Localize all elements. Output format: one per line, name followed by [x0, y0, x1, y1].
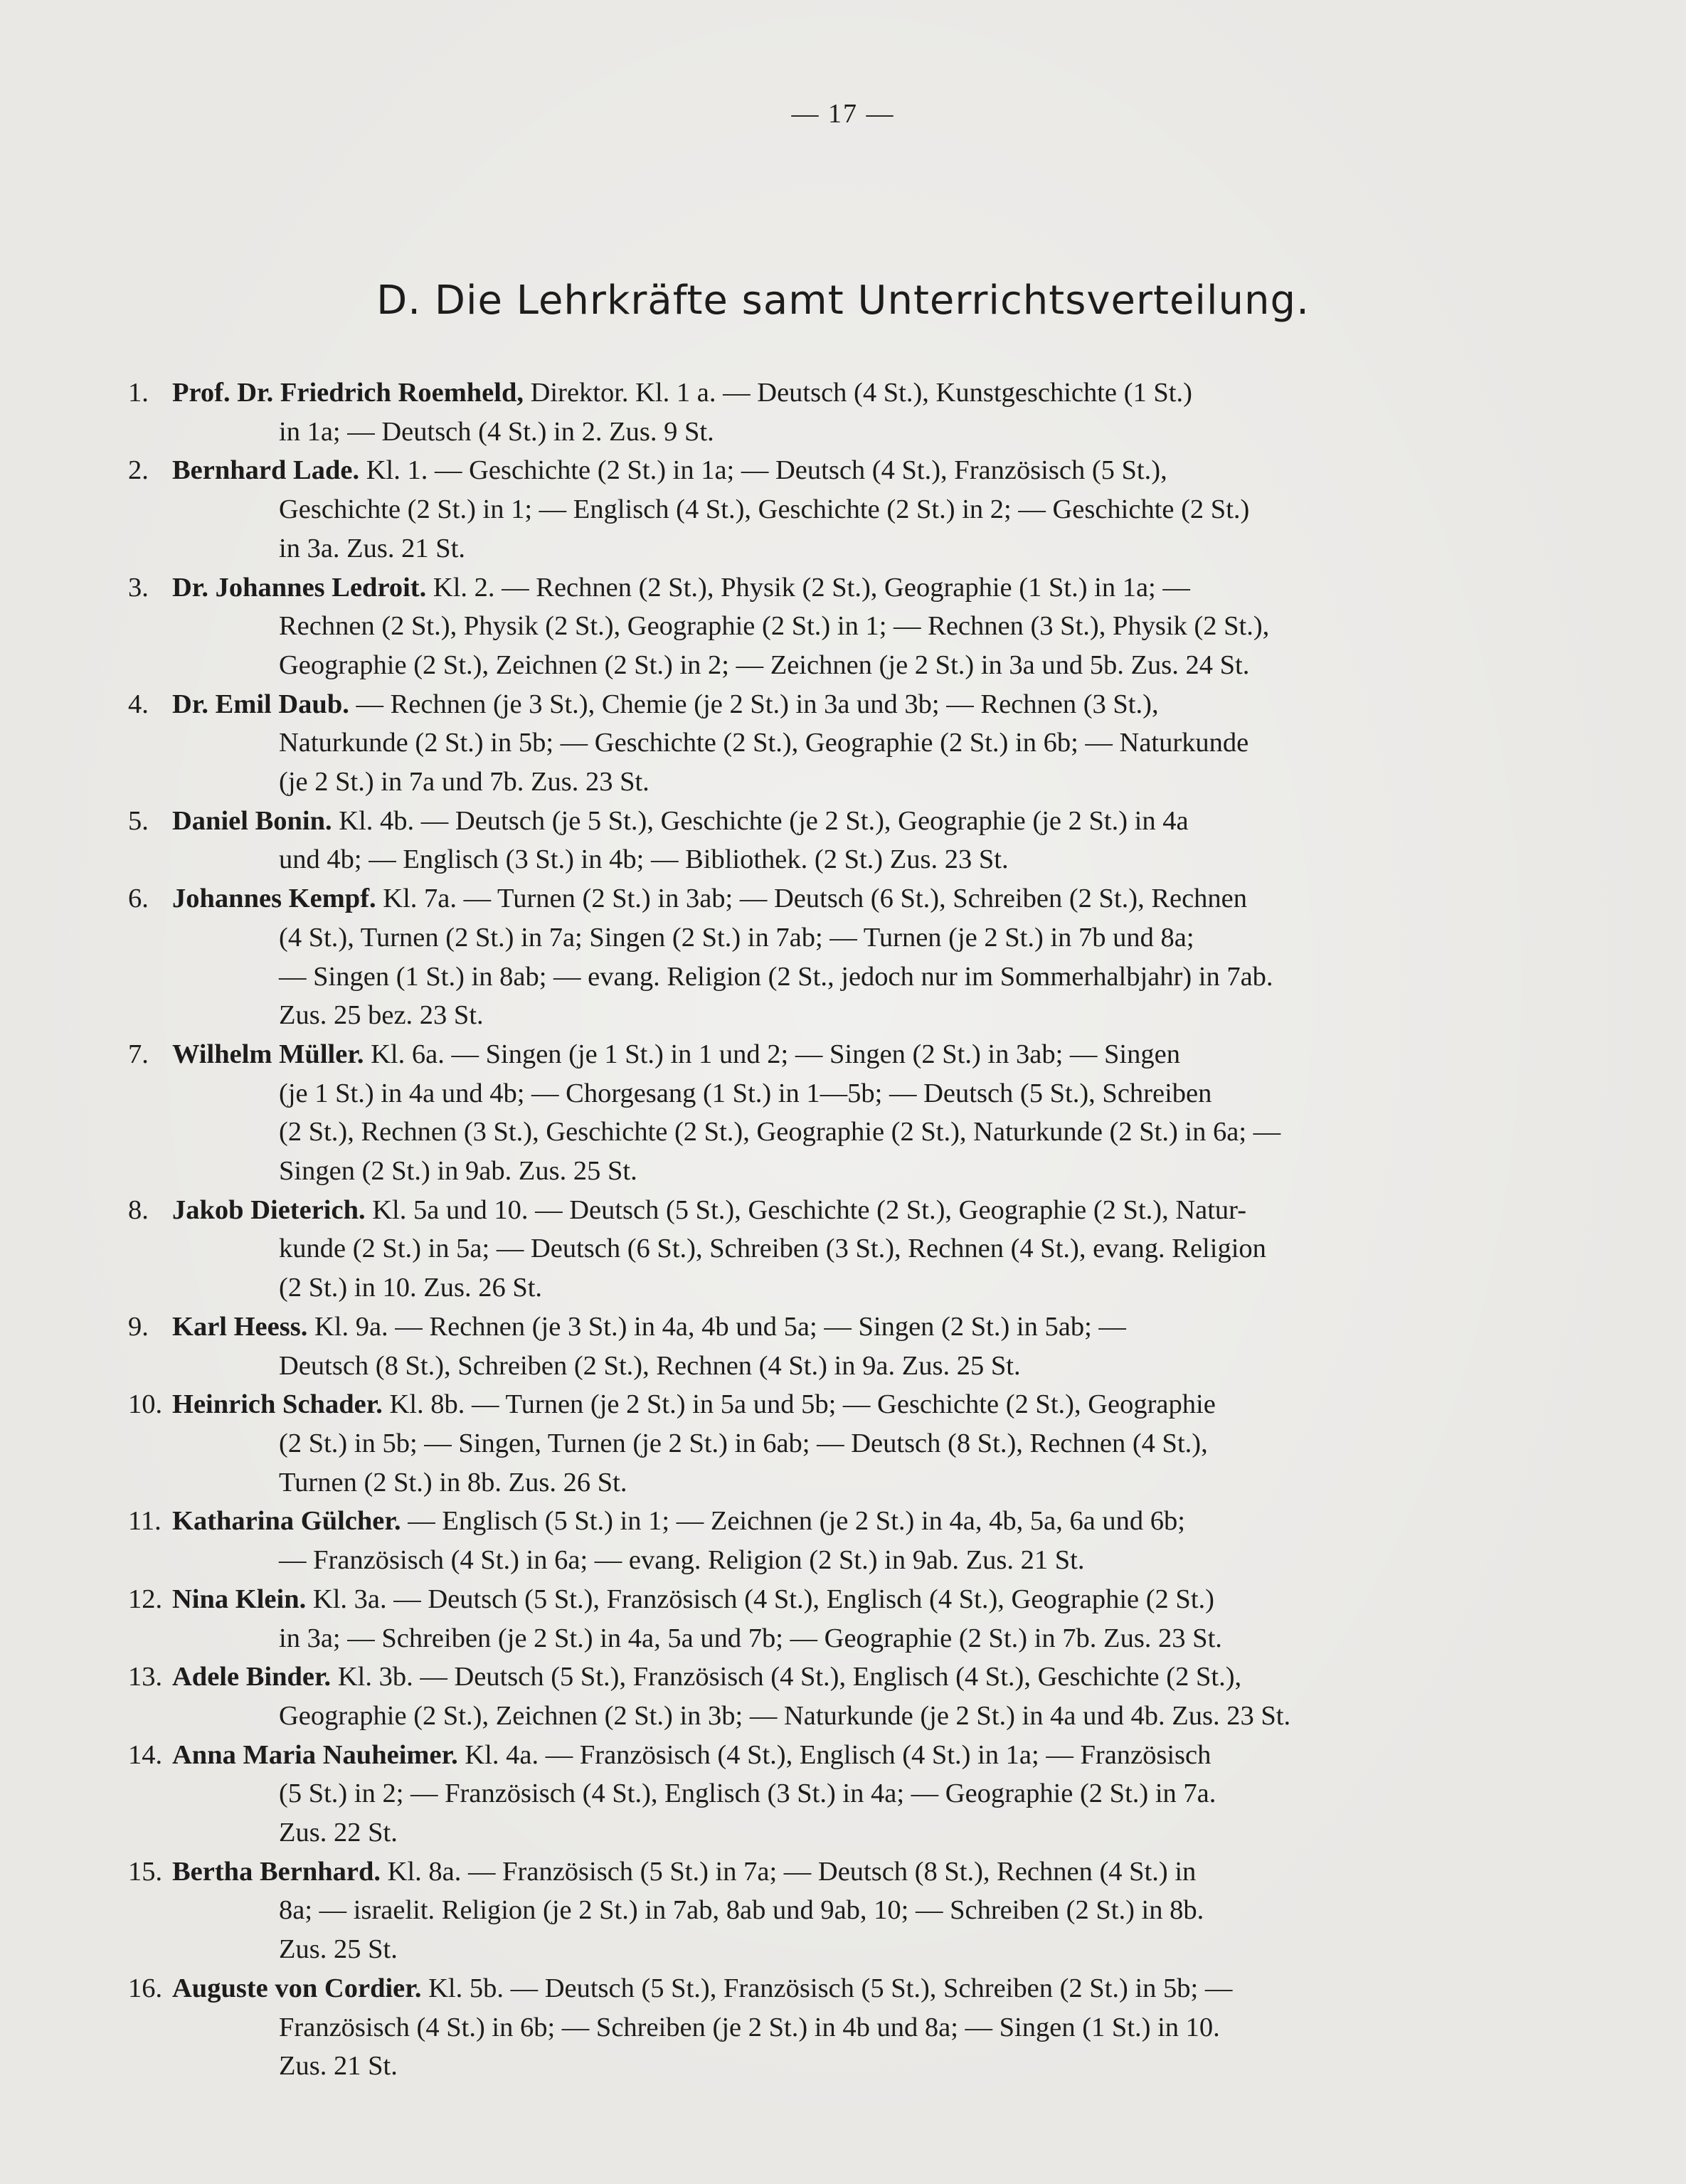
teacher-entry: [128, 1969, 1551, 2086]
entry-text: Kl. 3a. — Deutsch (5 St.), Französisch (4 St.), Englisch (4 St.), Geographie (2 St.): [306, 1584, 1214, 1614]
entry-text: Kl. 4b. — Deutsch (je 5 St.), Geschichte (je 2 St.), Geographie (je 2 St.) in 4a: [332, 805, 1189, 836]
entry-line: [172, 373, 1551, 413]
entry-number: 6.: [128, 884, 149, 914]
entry-line: [172, 1308, 1551, 1347]
entry-line: [172, 1658, 1551, 1697]
teacher-name: Anna Maria Nauheimer.: [172, 1739, 458, 1770]
teacher-entry: [128, 1308, 1551, 1385]
entry-text: Kl. 5a und 10. — Deutsch (5 St.), Geschichte (2 St.), Geographie (2 St.), Natur-: [365, 1194, 1247, 1225]
teacher-entry: [128, 1852, 1551, 1969]
entry-line: [172, 451, 1551, 490]
teacher-entry: [128, 1580, 1551, 1658]
entry-text: Kl. 2. — Rechnen (2 St.), Physik (2 St.), Geographie (1 St.) in 1a; —: [426, 572, 1190, 603]
teacher-name: Jakob Dieterich.: [172, 1194, 366, 1225]
entry-number: 16.: [128, 1973, 163, 2003]
teacher-entry: [128, 1385, 1551, 1502]
entry-line: [172, 1580, 1551, 1619]
entry-number: 11.: [128, 1506, 161, 1537]
teacher-name: Prof. Dr. Friedrich Roemheld,: [172, 378, 524, 408]
entry-line: [172, 1385, 1551, 1424]
teacher-entry: [128, 451, 1551, 568]
teacher-entry: [128, 1736, 1551, 1852]
entry-line: Zus. 25 bez. 23 St.: [279, 1000, 484, 1031]
entry-line: kunde (2 St.) in 5a; — Deutsch (6 St.), Schreiben (3 St.), Rechnen (4 St.), evang. Religion: [279, 1234, 1266, 1264]
teacher-name: Johannes Kempf.: [172, 884, 376, 914]
entry-text: Kl. 6a. — Singen (je 1 St.) in 1 und 2; — Singen (2 St.) in 3ab; — Singen: [364, 1039, 1180, 1069]
entry-line: (2 St.) in 5b; — Singen, Turnen (je 2 St.) in 6ab; — Deutsch (8 St.), Rechnen (4 St.),: [279, 1428, 1208, 1458]
entry-text: Kl. 9a. — Rechnen (je 3 St.) in 4a, 4b und 5a; — Singen (2 St.) in 5ab; —: [307, 1311, 1126, 1342]
entry-line: Deutsch (8 St.), Schreiben (2 St.), Rechnen (4 St.) in 9a. Zus. 25 St.: [279, 1350, 1021, 1381]
teacher-name: Daniel Bonin.: [172, 805, 332, 836]
entry-line: und 4b; — Englisch (3 St.) in 4b; — Bibliothek. (2 St.) Zus. 23 St.: [279, 844, 1009, 875]
entry-number: 9.: [128, 1311, 149, 1342]
entry-text: Kl. 5b. — Deutsch (5 St.), Französisch (5 St.), Schreiben (2 St.) in 5b; —: [421, 1973, 1233, 2003]
teacher-name: Karl Heess.: [172, 1311, 308, 1342]
entry-number: 2.: [128, 455, 149, 486]
entry-line: [172, 1191, 1551, 1230]
entry-number: 13.: [128, 1662, 163, 1692]
entry-line: Geographie (2 St.), Zeichnen (2 St.) in 3b; — Naturkunde (je 2 St.) in 4a und 4b. Zus. 23 St.: [279, 1700, 1291, 1731]
entry-line: Geographie (2 St.), Zeichnen (2 St.) in 2; — Zeichnen (je 2 St.) in 3a und 5b. Zus. 24 St.: [279, 650, 1250, 680]
teacher-name: Dr. Emil Daub.: [172, 689, 349, 719]
entry-line: [172, 802, 1551, 841]
entry-line: Rechnen (2 St.), Physik (2 St.), Geographie (2 St.) in 1; — Rechnen (3 St.), Physik (2 St.),: [279, 611, 1270, 642]
entry-number: 14.: [128, 1739, 163, 1770]
entry-text: Kl. 7a. — Turnen (2 St.) in 3ab; — Deutsch (6 St.), Schreiben (2 St.), Rechnen: [376, 884, 1248, 914]
entry-number: 3.: [128, 572, 149, 603]
teacher-name: Nina Klein.: [172, 1584, 307, 1614]
entry-line: in 3a; — Schreiben (je 2 St.) in 4a, 5a und 7b; — Geographie (2 St.) in 7b. Zus. 23 St.: [279, 1623, 1222, 1653]
entry-line: [172, 1736, 1551, 1775]
teacher-name: Bernhard Lade.: [172, 455, 360, 486]
teacher-entry: [128, 1658, 1551, 1735]
teacher-name: Auguste von Cordier.: [172, 1973, 422, 2003]
entry-text: Kl. 4a. — Französisch (4 St.), Englisch (4 St.) in 1a; — Französisch: [457, 1739, 1212, 1770]
teacher-name: Heinrich Schader.: [172, 1389, 383, 1420]
entry-line: [172, 1969, 1551, 2008]
entry-line: — Singen (1 St.) in 8ab; — evang. Religion (2 St., jedoch nur im Sommerhalbjahr) in 7ab.: [279, 961, 1273, 992]
entry-line: Zus. 25 St.: [279, 1934, 398, 1965]
entry-line: Geschichte (2 St.) in 1; — Englisch (4 St.), Geschichte (2 St.) in 2; — Geschichte (2 St.): [279, 494, 1250, 525]
entry-line: Naturkunde (2 St.) in 5b; — Geschichte (2 St.), Geographie (2 St.) in 6b; — Naturkunde: [279, 728, 1249, 758]
entry-line: — Französisch (4 St.) in 6a; — evang. Religion (2 St.) in 9ab. Zus. 21 St.: [279, 1545, 1085, 1576]
entry-number: 8.: [128, 1194, 149, 1225]
entry-line: (5 St.) in 2; — Französisch (4 St.), Englisch (3 St.) in 4a; — Geographie (2 St.) in 7a.: [279, 1779, 1216, 1809]
entry-line: [172, 879, 1551, 918]
entry-line: (je 1 St.) in 4a und 4b; — Chorgesang (1 St.) in 1—5b; — Deutsch (5 St.), Schreiben: [279, 1078, 1212, 1108]
entry-line: Turnen (2 St.) in 8b. Zus. 26 St.: [279, 1467, 627, 1497]
entry-line: [172, 1852, 1551, 1892]
teacher-entry: [128, 373, 1551, 451]
entry-line: (je 2 St.) in 7a und 7b. Zus. 23 St.: [279, 767, 650, 797]
teacher-name: Dr. Johannes Ledroit.: [172, 572, 427, 603]
page-number: — 17 —: [791, 99, 895, 129]
teacher-entry: [128, 802, 1551, 879]
entry-line: [172, 685, 1551, 724]
teacher-entry: [128, 1502, 1551, 1579]
entry-line: (2 St.) in 10. Zus. 26 St.: [279, 1273, 543, 1303]
entry-line: (2 St.), Rechnen (3 St.), Geschichte (2 St.), Geographie (2 St.), Naturkunde (2 St.) in 6a; —: [279, 1117, 1281, 1147]
entry-number: 7.: [128, 1039, 149, 1069]
entry-text: Kl. 1. — Geschichte (2 St.) in 1a; — Deutsch (4 St.), Französisch (5 St.),: [359, 455, 1167, 486]
entry-line: Französisch (4 St.) in 6b; — Schreiben (je 2 St.) in 4b und 8a; — Singen (1 St.) in 10.: [279, 2012, 1220, 2042]
teacher-name: Adele Binder.: [172, 1662, 332, 1692]
entry-line: (4 St.), Turnen (2 St.) in 7a; Singen (2 St.) in 7ab; — Turnen (je 2 St.) in 7b und 8a;: [279, 922, 1194, 953]
entry-line: 8a; — israelit. Religion (je 2 St.) in 7ab, 8ab und 9ab, 10; — Schreiben (2 St.) in 8b.: [279, 1895, 1204, 1926]
teacher-entry: [128, 1191, 1551, 1308]
section-heading: D. Die Lehrkräfte samt Unterrichtsverteilung.: [376, 277, 1310, 324]
teacher-entry: [128, 1035, 1551, 1191]
teacher-name: Wilhelm Müller.: [172, 1039, 364, 1069]
entry-line: Zus. 21 St.: [279, 2051, 398, 2082]
entry-line: [172, 1502, 1551, 1541]
entry-text: Direktor. Kl. 1 a. — Deutsch (4 St.), Kunstgeschichte (1 St.): [524, 378, 1192, 408]
entry-number: 5.: [128, 805, 149, 836]
entry-number: 12.: [128, 1584, 163, 1614]
entry-number: 10.: [128, 1389, 163, 1420]
teacher-entry: [128, 568, 1551, 685]
entry-text: — Englisch (5 St.) in 1; — Zeichnen (je 2 St.) in 4a, 4b, 5a, 6a und 6b;: [401, 1506, 1185, 1537]
entry-line: [172, 1035, 1551, 1074]
teacher-name: Bertha Bernhard.: [172, 1856, 381, 1887]
entry-text: Kl. 8a. — Französisch (5 St.) in 7a; — Deutsch (8 St.), Rechnen (4 St.) in: [381, 1856, 1197, 1887]
entry-line: in 3a. Zus. 21 St.: [279, 533, 466, 563]
entry-number: 4.: [128, 689, 149, 719]
entry-number: 15.: [128, 1856, 163, 1887]
entry-line: in 1a; — Deutsch (4 St.) in 2. Zus. 9 St.: [279, 416, 714, 447]
entry-line: Singen (2 St.) in 9ab. Zus. 25 St.: [279, 1156, 637, 1187]
teacher-entry: [128, 879, 1551, 1035]
teacher-name: Katharina Gülcher.: [172, 1506, 401, 1537]
entry-text: — Rechnen (je 3 St.), Chemie (je 2 St.) in 3a und 3b; — Rechnen (3 St.),: [349, 689, 1159, 719]
entry-text: Kl. 3b. — Deutsch (5 St.), Französisch (4 St.), Englisch (4 St.), Geschichte (2 St.),: [331, 1662, 1242, 1692]
entry-number: 1.: [128, 378, 149, 408]
teacher-list: [128, 373, 1551, 2086]
teacher-entry: [128, 685, 1551, 802]
entry-text: Kl. 8b. — Turnen (je 2 St.) in 5a und 5b; — Geschichte (2 St.), Geographie: [382, 1389, 1216, 1420]
entry-line: Zus. 22 St.: [279, 1818, 398, 1848]
entry-line: [172, 568, 1551, 608]
